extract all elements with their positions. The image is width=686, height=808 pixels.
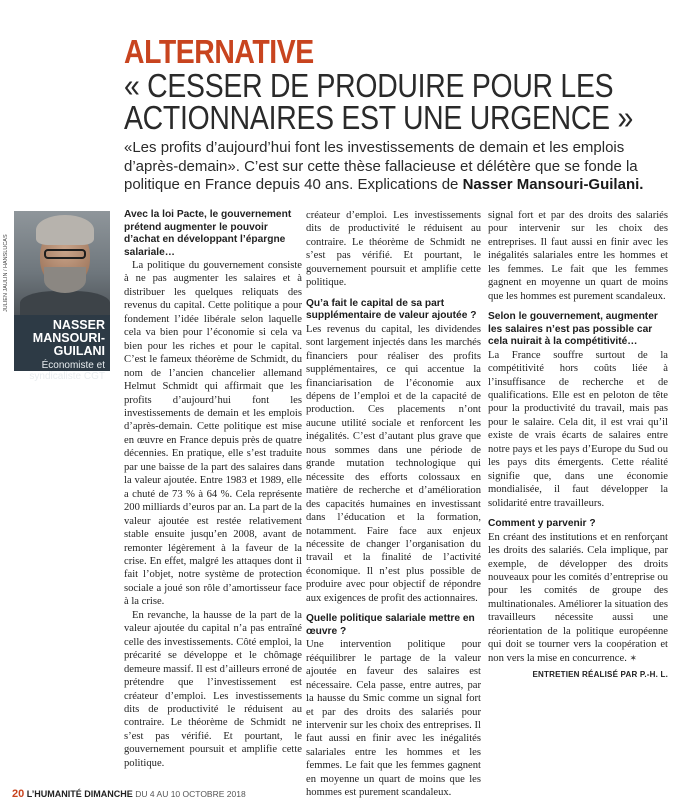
question-heading: Qu’a fait le capital de sa part supplémentaire de valeur ajoutée ? (306, 297, 477, 322)
portrait-name: NASSER MANSOURI-GUILANI (32, 318, 105, 358)
article-column-3 (488, 209, 668, 682)
continued-text: créateur d’emploi. Les investissements dits de productivité le réduisent au contraire. Le théorème de Schmidt ne s’est pas vérifié. Et pourtant, le gouvernement poursuit et amplifie cette politique. (306, 210, 481, 289)
lead-text: «Les profits d’aujourd’hui font les investissements de demain et les emplois d’après-demain». C’est sur cette thèse fallacieuse et délétère que se fonde la politique en France depuis 40 ans. Explications de (124, 139, 638, 193)
issue-date: DU 4 AU 10 OCTOBRE 2018 (135, 789, 246, 799)
question-heading: Comment y parvenir ? (488, 518, 596, 530)
question-heading: Quelle politique salariale mettre en œuvre ? (306, 613, 475, 637)
article-column-2 (306, 209, 481, 799)
lead-author: Nasser Mansouri-Guilani. (462, 176, 644, 193)
end-mark-icon: ✶ (629, 652, 638, 663)
magazine-name: L’HUMANITÉ DIMANCHE (26, 789, 133, 799)
page-footer (12, 788, 672, 800)
answer-paragraph: La politique du gouvernement consiste à ne pas augmenter les salaires et à distribuer les quelques reliquats des revenus du capital. Cette politique a pour fondement l’idée libérale selon laquelle cela va bien pour l’économie si cela va bien pour les riches et pour le capital. C’est le fameux théorème de Schmidt, du nom de l’ancien chancelier allemand Helmut Schmidt qui affirmait que les profits d’aujourd’hui font les investissements de demain et les emplois d’après-demain. Cette politique est mise en œuvre en France depuis près de quatre décennies. En pratique, elle s’est traduite par une baisse de la part des salaires dans la valeur ajoutée. Entre 1983 et 1989, elle a chuté de 73 % à 64 %. Cela représente 200 milliards d’euros par an. La part de la valeur ajoutée est restée relativement stable ensuite jusqu’en 2008, avant de remonter légèrement à la faveur de la crise. En effet, malgré les attaques dont il fait l’objet, notre système de protection sociale a joué son rôle d’amortisseur face à la crise. (124, 260, 302, 608)
answer-paragraph: Les revenus du capital, les dividendes sont largement injectés dans les marchés financiers pour réaliser des profits supplémentaires, ce qui accentue la financiarisation de l’économie aux dépens de l’emploi et de la capacité de production. Ces placements n’ont aucune utilité sociale et renforcent les inégalités. C’est d’autant plus grave que nous sommes dans une période de grande mutation technologique qui nécessite des efforts colossaux en matière de recherche et d’amélioration des capacités humaines en investissant dans l’éducation et la formation, notamment. Faire face aux enjeux nécessite de changer l’organisation du travail et la finalité de l’activité économique. Il n’est plus possible de produire avec pour objectif de répondre aux exigences de profit des actionnaires. (306, 323, 481, 604)
photo-credit: JULIEN JAULIN / HANSLUCAS (3, 234, 9, 312)
question-heading: Selon le gouvernement, augmenter les salaires n’est pas possible car cela nuirait à la compétitivité… (488, 311, 658, 348)
continued-text: signal fort et par des droits des salariés pour intervenir sur les choix des entreprises. Il faut aussi en finir avec les inégalités salariales entre les hommes et les femmes. Le fait que les femmes gagnent en moyenne un quart de moins que les hommes est purement scandaleux. (488, 210, 668, 302)
kicker: ALTERNATIVE (124, 33, 314, 70)
answer-paragraph: La France souffre surtout de la compétitivité hors coûts liée à l’insuffisance de recherche et de qualifications. Elle est en peloton de tête pour la productivité du travail, mais pas pour le salaire. Cela dit, il est vrai qu’il existe de vrais écarts de salaires entre notre pays et les pays d’Europe du Sud ou les pays dits émergents. Cette réalité signifie que, dans une économie mondialisée, il faut développer la solidarité entre travailleurs. (488, 349, 668, 509)
answer-paragraph: Une intervention politique pour rééquilibrer le partage de la valeur ajoutée en faveur des salaires est nécessaire. Cela passe, entre autres, par la hausse du Smic comme un signal fort et par des droits des salariés pour intervenir sur les choix des entreprises. Il faut aussi en finir avec les inégalités salariales entre les hommes et les femmes. Le fait que les femmes gagnent en moyenne un quart de moins que les hommes est purement scandaleux. (306, 639, 481, 799)
headline (124, 34, 680, 134)
article-column-1 (124, 209, 302, 769)
lead-paragraph (124, 139, 680, 195)
name-box (14, 315, 110, 382)
page-number: 20 (12, 788, 25, 800)
portrait-role: Économiste et syndicaliste CGT (29, 360, 105, 382)
question-intro: Avec la loi Pacte, le gouvernement prétend augmenter le pouvoir d’achat en développant l’épargne salariale… (124, 209, 292, 258)
answer-paragraph (488, 531, 668, 666)
portrait-photo (14, 211, 110, 315)
page-title: « CESSER DE PRODUIRE POUR LES ACTIONNAIRES EST UNE URGENCE » (124, 67, 633, 136)
answer-text: En créant des institutions et en renforçant les droits des salariés. Cela implique, par exemple, de développer des droits nouveaux pour les comités d’entreprise ou pour les comités de groupe des multinationales. Améliorer la situation des travailleurs nécessite aussi une réorientation de la politique européenne qui doit se tourner vers la coopération et non vers la mise en concurrence. (488, 531, 668, 664)
answer-paragraph-2: En revanche, la hausse de la part de la valeur ajoutée du capital n’a pas entraîné celle des investissements. Côté emploi, la précarité se développe et le chômage demeure massif. Il est d’ailleurs erroné de prétendre que l’investissement est créateur d’emploi. Les investissements dits de productivité le réduisent au contraire. Le théorème de Schmidt ne s’est pas vérifié. Et pourtant, le gouvernement poursuit et amplifie cette politique. (124, 609, 302, 769)
signature: ENTRETIEN RÉALISÉ PAR P.-H. L. (532, 670, 668, 680)
